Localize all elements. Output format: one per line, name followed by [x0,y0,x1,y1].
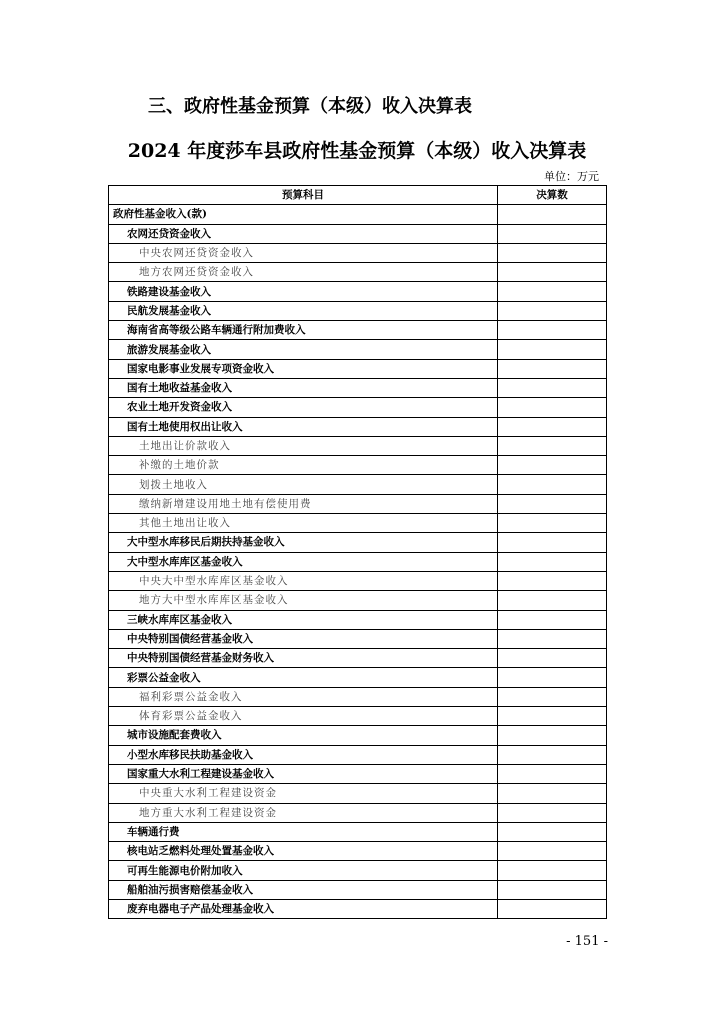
table-row [109,494,607,513]
row-amount [498,321,607,340]
row-subject: 大中型水库移民后期扶持基金收入 [109,533,498,552]
table-row [109,629,607,648]
row-subject: 农网还贷资金收入 [109,224,498,243]
row-amount [498,649,607,668]
row-subject: 中央大中型水库库区基金收入 [109,571,498,590]
row-subject: 其他土地出让收入 [109,514,498,533]
row-subject: 车辆通行费 [109,822,498,841]
table-row [109,398,607,417]
unit-label: 单位：万元 [544,170,599,183]
row-amount [498,398,607,417]
row-amount [498,514,607,533]
row-amount [498,301,607,320]
row-subject: 缴纳新增建设用地土地有偿使用费 [109,494,498,513]
row-subject: 三峡水库库区基金收入 [109,610,498,629]
row-subject: 国有土地收益基金收入 [109,378,498,397]
table-row [109,224,607,243]
row-subject: 彩票公益金收入 [109,668,498,687]
row-amount [498,243,607,262]
row-subject: 船舶油污损害赔偿基金收入 [109,880,498,899]
table-row [109,668,607,687]
table-row [109,436,607,455]
row-subject: 城市设施配套费收入 [109,726,498,745]
row-subject: 地方大中型水库库区基金收入 [109,591,498,610]
row-amount [498,591,607,610]
table-row [109,205,607,224]
table-row [109,571,607,590]
table-row [109,321,607,340]
row-amount [498,456,607,475]
row-subject: 地方重大水利工程建设资金 [109,803,498,822]
row-amount [498,436,607,455]
table-row [109,514,607,533]
table-row [109,707,607,726]
row-subject: 地方农网还贷资金收入 [109,263,498,282]
table-row [109,533,607,552]
row-amount [498,263,607,282]
row-subject: 民航发展基金收入 [109,301,498,320]
row-amount [498,224,607,243]
table-row [109,243,607,262]
row-subject: 废弃电器电子产品处理基金收入 [109,899,498,918]
table-row [109,649,607,668]
table-row [109,784,607,803]
row-subject: 福利彩票公益金收入 [109,687,498,706]
table-row [109,880,607,899]
table-row [109,359,607,378]
table-row [109,803,607,822]
row-subject: 中央重大水利工程建设资金 [109,784,498,803]
row-amount [498,629,607,648]
row-amount [498,803,607,822]
page-number: - 151 - [566,934,608,949]
row-subject: 海南省高等级公路车辆通行附加费收入 [109,321,498,340]
row-amount [498,610,607,629]
table-title: 2024 年度莎车县政府性基金预算（本级）收入决算表 [127,140,587,162]
row-amount [498,494,607,513]
row-subject: 土地出让价款收入 [109,436,498,455]
row-amount [498,417,607,436]
table-row [109,263,607,282]
table-row [109,552,607,571]
table-row [109,591,607,610]
row-amount [498,282,607,301]
row-subject: 中央特别国债经营基金收入 [109,629,498,648]
row-amount [498,359,607,378]
row-amount [498,475,607,494]
column-header-amount: 决算数 [498,186,607,205]
row-subject: 铁路建设基金收入 [109,282,498,301]
table-row [109,842,607,861]
row-subject: 中央农网还贷资金收入 [109,243,498,262]
table-row [109,745,607,764]
row-subject: 补缴的土地价款 [109,456,498,475]
row-amount [498,899,607,918]
table-row [109,726,607,745]
row-amount [498,552,607,571]
budget-table [108,185,607,919]
row-subject: 中央特别国债经营基金财务收入 [109,649,498,668]
row-subject: 可再生能源电价附加收入 [109,861,498,880]
column-header-subject: 预算科目 [109,186,498,205]
table-row [109,687,607,706]
row-amount [498,571,607,590]
row-amount [498,880,607,899]
table-row [109,861,607,880]
row-amount [498,861,607,880]
row-subject: 核电站乏燃料处理处置基金收入 [109,842,498,861]
row-subject: 国有土地使用权出让收入 [109,417,498,436]
row-subject: 政府性基金收入(款) [109,205,498,224]
row-subject: 国家电影事业发展专项资金收入 [109,359,498,378]
row-amount [498,842,607,861]
row-amount [498,533,607,552]
row-subject: 旅游发展基金收入 [109,340,498,359]
row-amount [498,764,607,783]
row-amount [498,745,607,764]
row-subject: 小型水库移民扶助基金收入 [109,745,498,764]
row-amount [498,707,607,726]
row-amount [498,822,607,841]
table-row [109,378,607,397]
table-row [109,301,607,320]
table-row [109,764,607,783]
row-amount [498,378,607,397]
table-row [109,340,607,359]
row-amount [498,726,607,745]
row-subject: 国家重大水利工程建设基金收入 [109,764,498,783]
row-amount [498,784,607,803]
section-title: 三、政府性基金预算（本级）收入决算表 [148,96,472,117]
row-subject: 农业土地开发资金收入 [109,398,498,417]
table-row [109,456,607,475]
row-amount [498,687,607,706]
table-row [109,475,607,494]
table-row [109,899,607,918]
table-row [109,822,607,841]
row-amount [498,340,607,359]
row-amount [498,668,607,687]
table-row [109,610,607,629]
table-row [109,282,607,301]
row-subject: 体育彩票公益金收入 [109,707,498,726]
row-subject: 大中型水库库区基金收入 [109,552,498,571]
table-row [109,417,607,436]
row-amount [498,205,607,224]
row-subject: 划拨土地收入 [109,475,498,494]
table-header-row [109,186,607,205]
